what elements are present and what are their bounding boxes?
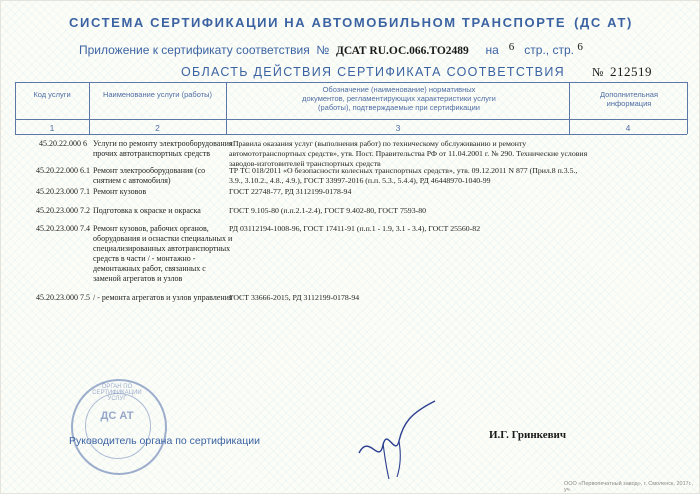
- area-title: ОБЛАСТЬ ДЕЙСТВИЯ СЕРТИФИКАТА СООТВЕТСТВИЯ: [181, 65, 565, 79]
- service-name: Ремонт электрооборудования (со снятием с автомобиля): [93, 166, 206, 185]
- service-name: Подготовка к окраске и окраска: [93, 206, 201, 215]
- service-documents: ГОСТ 9.105-80 (п.п.2.1-2.4), ГОСТ 9.402-80, ГОСТ 7593-80: [229, 206, 426, 215]
- service-documents: «Правила оказания услуг (выполнения работ) по техническому обслуживанию и ремонту автомототранспортных средств», утв. Пост. Правительства РФ от 11.04.2001 г. № 290. Технические условия заводов-изготовителей транспортных средств: [229, 139, 588, 168]
- appendix-total-pages: 6: [508, 41, 515, 53]
- service-documents: ГОСТ 22748-77, РД 3112199-0178-94: [229, 187, 352, 196]
- appendix-page-number: 6: [577, 41, 583, 53]
- column-header-service: Наименование услуги (работы): [102, 90, 213, 99]
- service-documents: РД 03112194-1008-96, ГОСТ 17411-91 (п.п.1 - 1.9, 3.1 - 3.4), ГОСТ 25560-82: [229, 224, 481, 233]
- service-name: / - ремонта агрегатов и узлов управления: [93, 293, 233, 302]
- stamp-ring-text: ОРГАН ПО СЕРТИФИКАЦИИ УСЛУГ: [92, 384, 142, 402]
- service-code: 45.20.23.000 7.1: [36, 187, 90, 196]
- service-name: Услуги по ремонту электрооборудования прочих автотранспортных средств: [93, 139, 233, 158]
- printer-footer: ООО «Первопечатный завод», г. Смоленск, 2017г., уч.: [564, 481, 694, 493]
- column-divider-3: [569, 82, 570, 134]
- column-number-4: 4: [625, 123, 631, 133]
- service-documents: ТР ТС 018/2011 «О безопасности колесных транспортных средств», утв. 09.12.2011 N 877 (Прил.8 п.3.5., 3.9., 3.10.2., 4.8., 4.9.), ГОСТ 33997-2016 (п.п. 5.3., 5.4.4), РД 46448970-1040-99: [229, 166, 578, 185]
- service-code: 45.20.23.000 7.5: [36, 293, 90, 302]
- table-top-border: [15, 82, 687, 83]
- header-bottom-border: [15, 119, 687, 120]
- number-row-border: [15, 134, 687, 135]
- appendix-prefix: Приложение к сертификату соответствия: [79, 43, 310, 57]
- system-title: [1, 15, 700, 30]
- certificate-number: ДСАТ RU.ОС.066.ТО2489: [335, 45, 469, 57]
- column-header-code: Код услуги: [33, 90, 71, 99]
- column-header-additional: Дополнительная информация: [599, 90, 659, 108]
- column-number-1: 1: [49, 123, 55, 133]
- column-header-documents: Обозначение (наименование) нормативных документов, регламентирующих характеристики услуги (работы), подтверждаемые при сертификации: [302, 85, 496, 112]
- serial-sign: №: [592, 65, 604, 79]
- service-code: 45.20.23.000 7.2: [36, 206, 90, 215]
- system-title-text: СИСТЕМА СЕРТИФИКАЦИИ НА АВТОМОБИЛЬНОМ ТРАНСПОРТЕ: [69, 15, 567, 30]
- column-number-2: 2: [155, 123, 160, 133]
- serial-number: [592, 64, 652, 80]
- column-divider-right: [687, 82, 688, 134]
- appendix-line: [79, 43, 583, 57]
- signatory-name: И.Г. Гринкевич: [489, 429, 567, 441]
- column-divider-2: [226, 82, 227, 134]
- stamp-inner-ring: [85, 393, 151, 459]
- service-documents: ГОСТ 33666-2015, РД 3112199-0178-94: [229, 293, 360, 302]
- service-name: Ремонт кузовов, рабочих органов, оборудования и оснастки специальных и специализированных автотранспортных средств в части / - монтажно - демонтажных работ, связанных с заменой агрегатов и узлов: [93, 224, 233, 283]
- signature-scribble-icon: [343, 393, 443, 485]
- serial-number-value: 212519: [609, 64, 652, 79]
- service-code: 45.20.22.000 6.1: [36, 166, 90, 175]
- service-code: 45.20.22.000 6: [39, 139, 87, 148]
- appendix-page-label: стр., стр.: [524, 43, 574, 57]
- appendix-on-label: на: [485, 43, 499, 57]
- column-divider-1: [89, 82, 90, 134]
- signature-label: Руководитель органа по сертификации: [69, 435, 260, 447]
- stamp-logo-text: ДС АТ: [100, 410, 134, 422]
- service-code: 45.20.23.000 7.4: [36, 224, 90, 233]
- system-code: (ДС АТ): [574, 15, 633, 30]
- column-divider-left: [15, 82, 16, 134]
- service-name: Ремонт кузовов: [93, 187, 147, 196]
- column-number-3: 3: [395, 123, 401, 133]
- appendix-number-sign: №: [316, 43, 330, 57]
